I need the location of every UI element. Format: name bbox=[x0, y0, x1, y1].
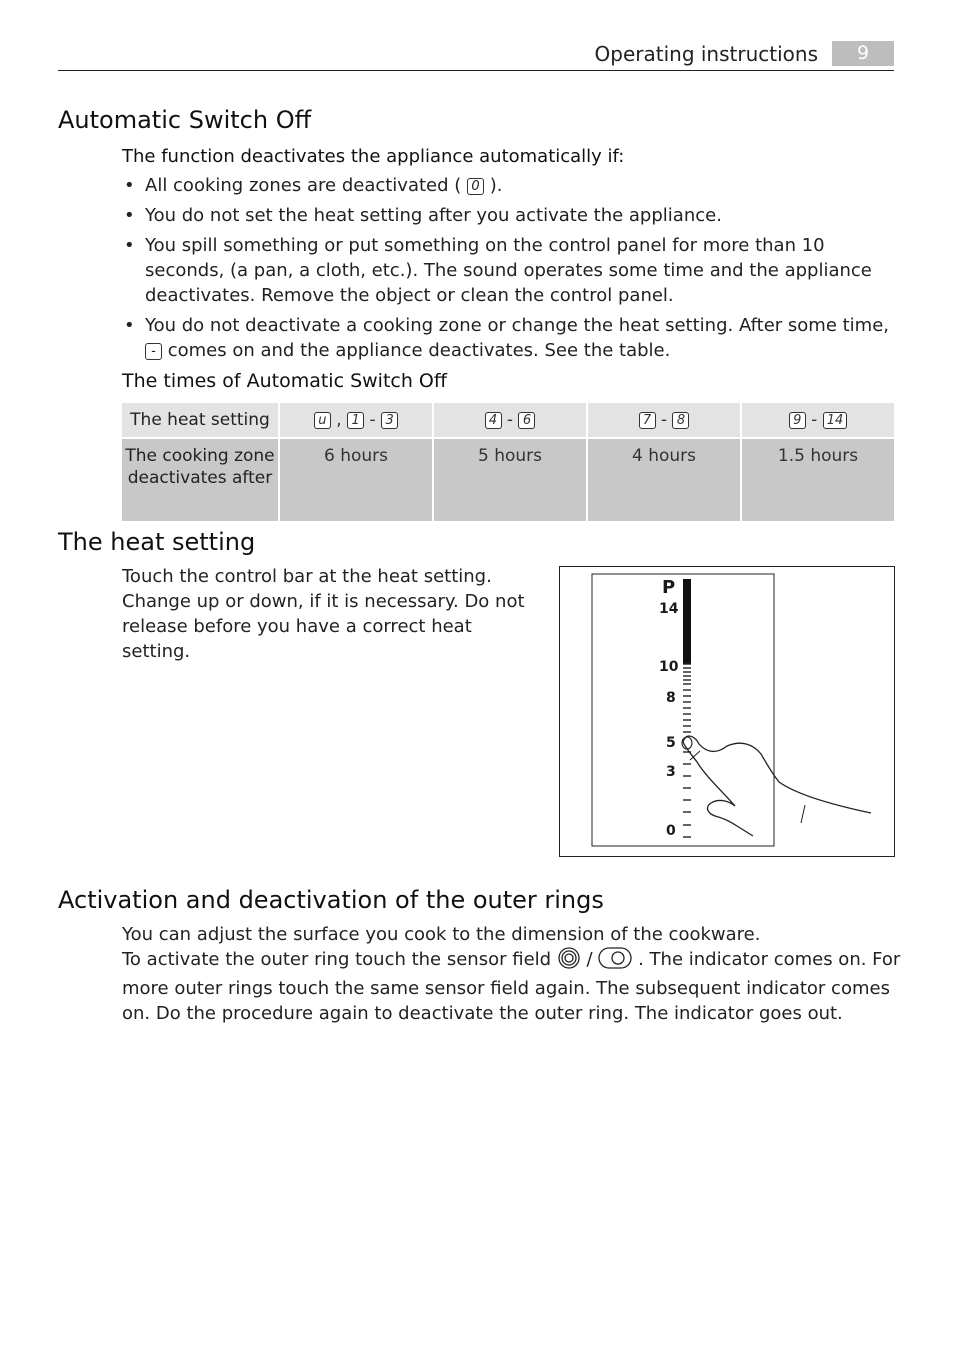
outer-rings-text-part: To activate the outer ring touch the sensor field bbox=[122, 949, 552, 970]
table-cell-time: 6 hours bbox=[280, 439, 432, 521]
scale-label-5: 5 bbox=[666, 735, 676, 751]
display-symbol: 1 bbox=[347, 412, 364, 429]
list-item bbox=[122, 313, 902, 363]
bullet-text: ). bbox=[489, 175, 503, 196]
section-title-heat-setting: The heat setting bbox=[58, 528, 256, 556]
display-symbol: 9 bbox=[789, 412, 806, 429]
scale-label-p: P bbox=[662, 577, 676, 598]
display-symbol: 3 bbox=[381, 412, 398, 429]
scale-label-10: 10 bbox=[659, 659, 679, 675]
scale-label-8: 8 bbox=[666, 690, 676, 706]
display-symbol: 4 bbox=[485, 412, 502, 429]
display-symbol: u bbox=[314, 412, 331, 429]
table-cell-heat-range: 7 - 8 bbox=[588, 403, 740, 437]
heat-setting-text: Touch the control bar at the heat setting. Change up or down, if it is necessary. Do not release before you have a correct heat setting. bbox=[122, 566, 525, 662]
table-row bbox=[122, 439, 894, 521]
display-symbol: - bbox=[145, 343, 162, 360]
scale-label-3: 3 bbox=[666, 764, 676, 780]
table-row-label: The cooking zone deactivates after bbox=[122, 439, 278, 521]
bullet-text: You do not deactivate a cooking zone or change the heat setting. After some time, bbox=[145, 315, 890, 336]
table-row-label: The heat setting bbox=[122, 403, 278, 437]
table-caption: The times of Automatic Switch Off bbox=[122, 370, 447, 392]
header-section-title: Operating instructions bbox=[594, 42, 818, 66]
control-bar-drawing bbox=[560, 567, 894, 856]
dual-ring-sensor-icon bbox=[557, 947, 581, 976]
outer-rings-line1: You can adjust the surface you cook to the dimension of the cookware. bbox=[122, 924, 761, 945]
outer-rings-text bbox=[122, 922, 902, 1026]
auto-switch-off-conditions bbox=[122, 173, 902, 368]
scale-label-0: 0 bbox=[666, 823, 676, 839]
bullet-text: comes on and the appliance deactivates. See the table. bbox=[167, 340, 671, 361]
list-item: • You do not set the heat setting after you activate the appliance. bbox=[122, 203, 902, 228]
control-bar-illustration bbox=[559, 566, 895, 857]
section-title-outer-rings: Activation and deactivation of the outer rings bbox=[58, 886, 604, 914]
switch-off-times-table bbox=[120, 403, 896, 521]
bullet-text: All cooking zones are deactivated ( bbox=[145, 175, 462, 196]
outer-rings-text-part: . The indicator comes on. For more outer rings touch the same sensor field again. The subsequent indicator comes on. Do the procedure again to deactivate the outer ring. The indicator goes out. bbox=[122, 949, 901, 1024]
table-row bbox=[122, 403, 894, 437]
display-symbol: 6 bbox=[518, 412, 535, 429]
display-symbol: 14 bbox=[823, 412, 848, 429]
table-cell-time: 5 hours bbox=[434, 439, 586, 521]
display-symbol: 8 bbox=[672, 412, 689, 429]
section-title-automatic-switch-off: Automatic Switch Off bbox=[58, 106, 312, 134]
table-cell-heat-range: u , 1 - 3 bbox=[280, 403, 432, 437]
outer-rings-separator: / bbox=[586, 949, 593, 970]
display-symbol: 0 bbox=[467, 178, 484, 195]
list-item: • You spill something or put something on the control panel for more than 10 seconds, (a pan, a cloth, etc.). The sound operates some time and the appliance deactivates. Remove the object or clean the control panel. bbox=[122, 233, 902, 308]
table-cell-heat-range: 9 - 14 bbox=[742, 403, 894, 437]
list-item bbox=[122, 173, 902, 198]
outer-rings-line2 bbox=[122, 947, 902, 1026]
table-cell-time: 4 hours bbox=[588, 439, 740, 521]
oval-ring-sensor-icon bbox=[598, 947, 632, 976]
scale-label-14: 14 bbox=[659, 601, 679, 617]
table-cell-heat-range: 4 - 6 bbox=[434, 403, 586, 437]
display-symbol: 7 bbox=[639, 412, 656, 429]
page-number: 9 bbox=[832, 41, 894, 66]
table-cell-time: 1.5 hours bbox=[742, 439, 894, 521]
header-divider bbox=[58, 70, 894, 71]
auto-switch-off-intro: The function deactivates the appliance automatically if: bbox=[122, 146, 625, 167]
